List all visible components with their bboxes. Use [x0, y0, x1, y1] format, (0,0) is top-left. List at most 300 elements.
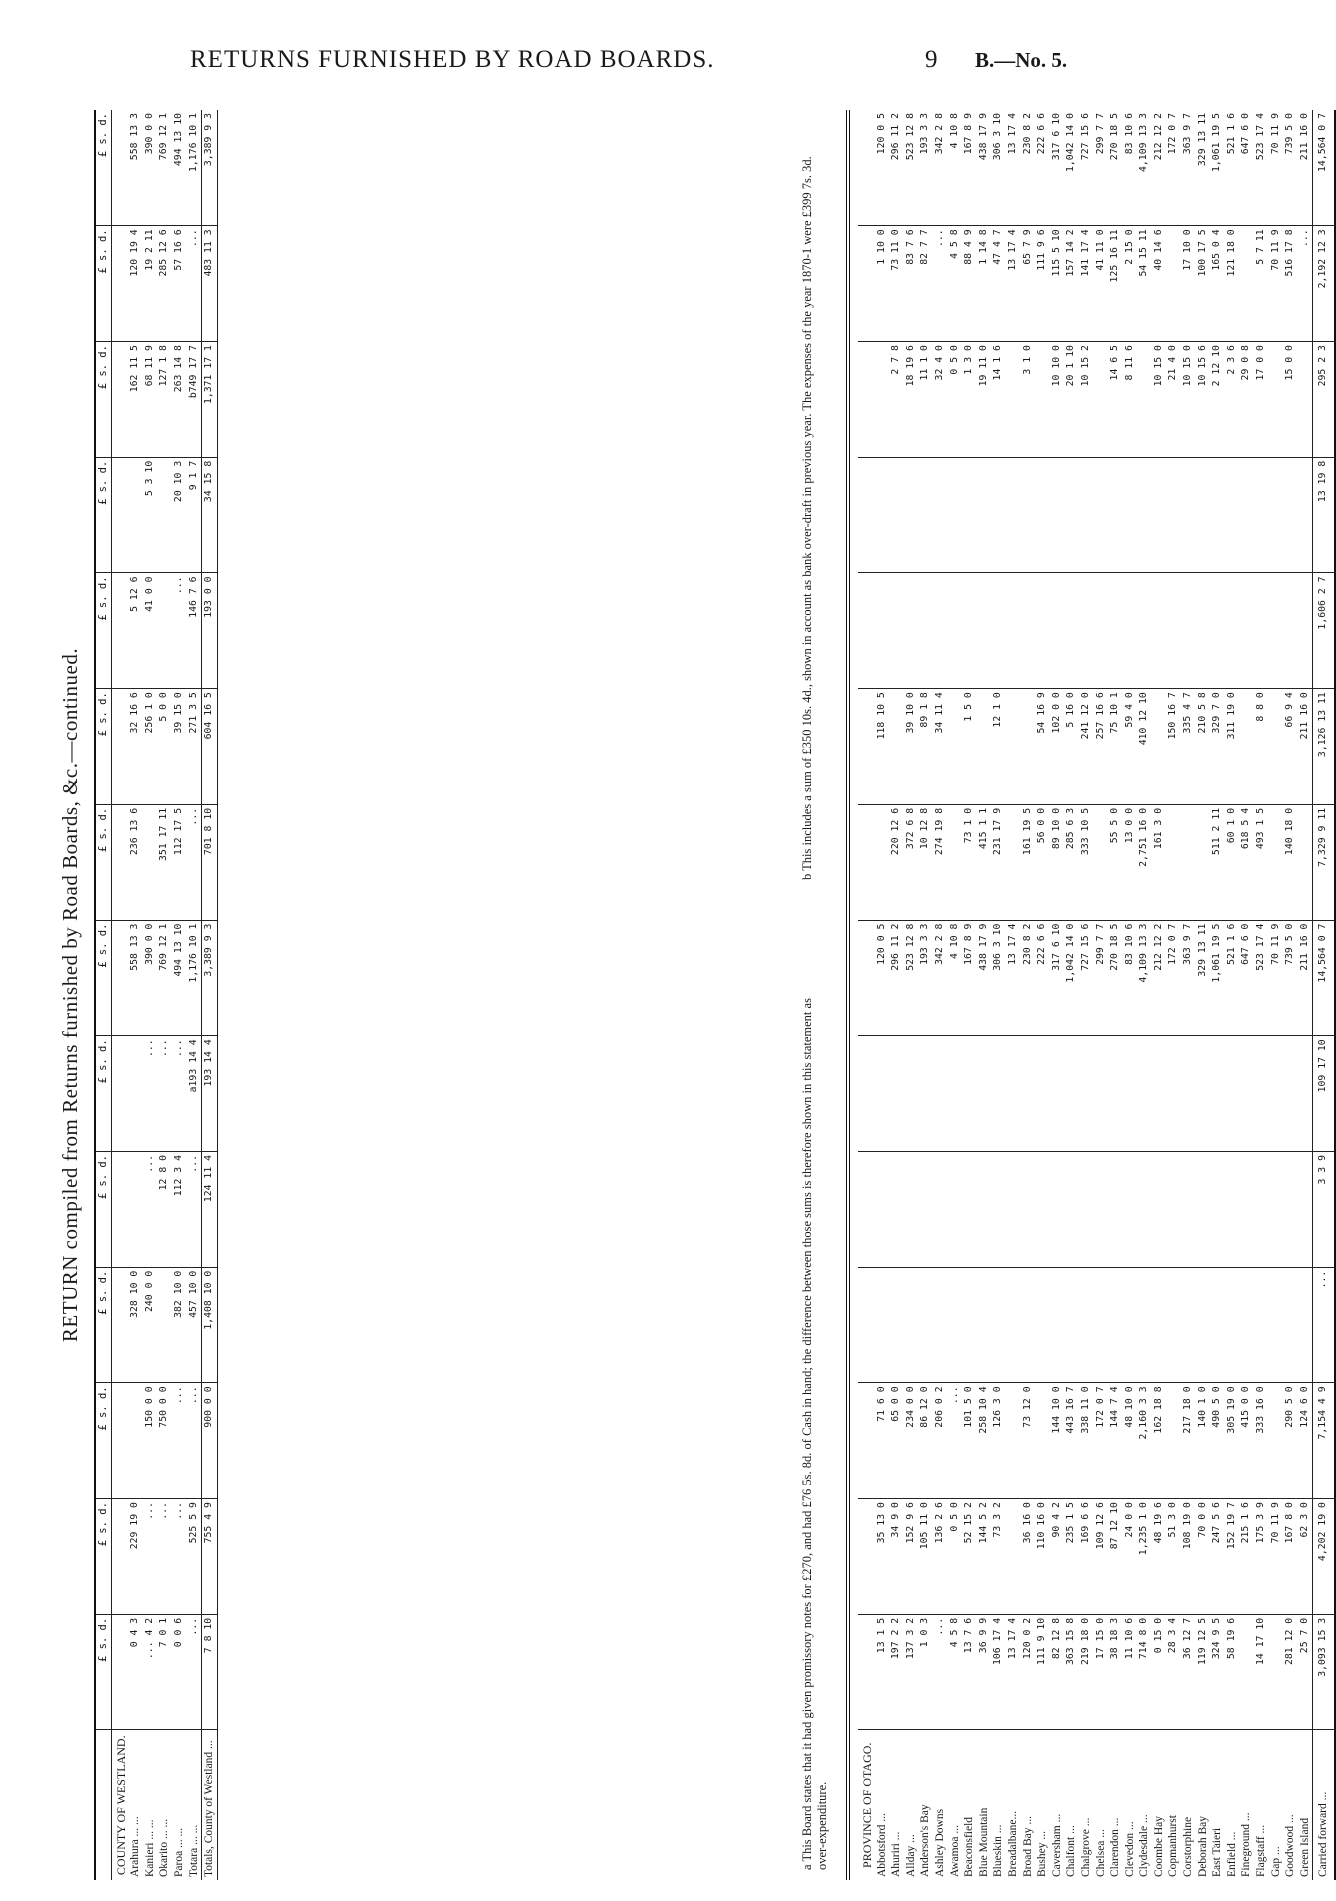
cell-c8: 55 5 0	[1108, 804, 1123, 920]
table-row	[948, 110, 963, 1880]
page-number: 9	[925, 46, 938, 73]
cell-c5	[1254, 1151, 1269, 1267]
cell-c9: 311 19 0	[1225, 689, 1240, 805]
cell-c13: 141 17 4	[1079, 226, 1094, 342]
cell-c13: 13 17 4	[1006, 226, 1021, 342]
cell-c8: 140 18 0	[1283, 804, 1298, 920]
cell-c2: 110 16 0	[1035, 1499, 1050, 1615]
cell-c7: 212 12 2	[1152, 920, 1167, 1036]
row-label: Breadalbane...	[1006, 1810, 1019, 1877]
row-label: Bushey ...	[1036, 1831, 1049, 1877]
empty-cell	[858, 1499, 875, 1615]
cell-c14: 438 17 9	[977, 110, 992, 226]
cell-c12: 18 19 6	[904, 342, 919, 458]
cell-c7: 306 3 10	[991, 920, 1006, 1036]
row-label: Goodwood ...	[1284, 1814, 1297, 1877]
cell-c2: 235 1 5	[1064, 1499, 1079, 1615]
cell-c7: 558 13 3	[128, 920, 143, 1036]
cell-c1: 36 12 7	[1181, 1614, 1196, 1730]
cell-c14: 521 1 6	[1225, 110, 1240, 226]
currency-header: £ s. d.	[95, 1614, 111, 1730]
cell-c3: 86 12 0	[918, 1383, 933, 1499]
empty-cell	[858, 110, 875, 226]
cell-c5	[1123, 1151, 1138, 1267]
cell-c1: 0 15 0	[1152, 1614, 1167, 1730]
cell-c11	[157, 457, 172, 573]
cell-c8: 511 2 11	[1210, 804, 1225, 920]
cell-c14: 523 17 4	[1254, 110, 1269, 226]
cell-c1: 13 17 4	[1006, 1614, 1021, 1730]
cell-c12	[1137, 342, 1152, 458]
currency-header: £ s. d.	[95, 1499, 111, 1615]
cell-c13: 83 7 6	[904, 226, 919, 342]
cell-c8: ...	[187, 804, 202, 920]
cell-c14: 70 11 9	[1269, 110, 1284, 226]
cell-c6: ...	[143, 1036, 158, 1152]
cell-c11	[1254, 457, 1269, 573]
cell-c11	[948, 457, 963, 573]
cell-c7: 317 6 10	[1050, 920, 1065, 1036]
cell-c11	[977, 457, 992, 573]
table-row	[1152, 110, 1167, 1880]
cell-c1: ... 4 2	[143, 1614, 158, 1730]
cell-c1: ...	[933, 1614, 948, 1730]
header-blank	[95, 1730, 111, 1880]
cell-c11: 34 15 8	[202, 457, 218, 573]
cell-c6	[1254, 1036, 1269, 1152]
cell-c4: 1,408 10 0	[202, 1267, 218, 1383]
table-row	[1283, 110, 1298, 1880]
cell-c12	[1094, 342, 1109, 458]
cell-c3: 217 18 0	[1181, 1383, 1196, 1499]
cell-c12: 162 11 5	[128, 342, 143, 458]
cell-c3: 490 5 0	[1210, 1383, 1225, 1499]
cell-c7: 1,042 14 0	[1064, 920, 1079, 1036]
cell-c4	[1137, 1267, 1152, 1383]
cell-c12: 19 11 0	[977, 342, 992, 458]
cell-c9: 54 16 9	[1035, 689, 1050, 805]
cell-c2: 48 19 6	[1152, 1499, 1167, 1615]
cell-c4	[904, 1267, 919, 1383]
cell-c1: 4 5 8	[948, 1614, 963, 1730]
cell-c10	[1050, 573, 1065, 689]
cell-c5	[1079, 1151, 1094, 1267]
cell-c8: 220 12 6	[889, 804, 904, 920]
cell-c6	[991, 1036, 1006, 1152]
cell-c2: 1,235 1 0	[1137, 1499, 1152, 1615]
cell-c7: 329 13 11	[1196, 920, 1211, 1036]
empty-cell	[111, 920, 128, 1036]
cell-c3: ...	[948, 1383, 963, 1499]
currency-header: £ s. d.	[95, 1267, 111, 1383]
westland-section	[95, 110, 217, 1880]
cell-c14: 4 10 8	[948, 110, 963, 226]
cell-c10	[1079, 573, 1094, 689]
cell-c13: 1 10 0	[875, 226, 890, 342]
cell-c12: 2 3 6	[1225, 342, 1240, 458]
row-label: Caversham ...	[1050, 1813, 1063, 1877]
table-row	[1239, 110, 1254, 1880]
cell-c14: 270 18 5	[1108, 110, 1123, 226]
cell-c14: 299 7 7	[1094, 110, 1109, 226]
cell-c2: 35 13 0	[875, 1499, 890, 1615]
cell-c2: 525 5 9	[187, 1499, 202, 1615]
cell-c7: 211 16 0	[1298, 920, 1313, 1036]
cell-c11	[1137, 457, 1152, 573]
cell-c4	[977, 1267, 992, 1383]
cell-c3: 65 0 0	[889, 1383, 904, 1499]
cell-c7: 342 2 8	[933, 920, 948, 1036]
cell-c12: 32 4 0	[933, 342, 948, 458]
cell-c9	[1269, 689, 1284, 805]
cell-c8: 10 12 8	[918, 804, 933, 920]
cell-c9: 66 9 4	[1283, 689, 1298, 805]
row-label: Beaconsfield	[963, 1816, 976, 1877]
cell-c9: 75 10 1	[1108, 689, 1123, 805]
cell-c8	[143, 804, 158, 920]
cell-c12: 0 5 0	[948, 342, 963, 458]
cell-c11: 5 3 10	[143, 457, 158, 573]
cell-c5: ...	[143, 1151, 158, 1267]
cell-c3: 333 16 0	[1254, 1383, 1269, 1499]
cell-c3: 172 0 7	[1094, 1383, 1109, 1499]
cell-c4: ...	[1313, 1267, 1335, 1383]
row-label: Totals, County of Westland ...	[202, 1730, 218, 1880]
cell-c12	[1006, 342, 1021, 458]
table-row	[157, 110, 172, 1880]
cell-c4	[1225, 1267, 1240, 1383]
cell-c14: 342 2 8	[933, 110, 948, 226]
cell-c3: 234 0 0	[904, 1383, 919, 1499]
cell-c7: 363 9 7	[1181, 920, 1196, 1036]
cell-c13: 121 18 0	[1225, 226, 1240, 342]
cell-c13: 57 16 6	[172, 226, 187, 342]
cell-c4	[991, 1267, 1006, 1383]
cell-c3	[1006, 1383, 1021, 1499]
table-row	[1079, 110, 1094, 1880]
cell-c11	[918, 457, 933, 573]
cell-c8	[1196, 804, 1211, 920]
cell-c10	[1108, 573, 1123, 689]
cell-c1	[1269, 1614, 1284, 1730]
table-row	[1123, 110, 1138, 1880]
cell-c13: 516 17 8	[1283, 226, 1298, 342]
empty-cell	[858, 573, 875, 689]
cell-c2: ...	[172, 1499, 187, 1615]
cell-c3: 443 16 7	[1064, 1383, 1079, 1499]
cell-c9: 12 1 0	[991, 689, 1006, 805]
row-label: Ahuriri ...	[890, 1831, 903, 1877]
cell-c2: 24 0 0	[1123, 1499, 1138, 1615]
cell-c6	[904, 1036, 919, 1152]
section-heading-row	[858, 110, 875, 1880]
cell-c5	[991, 1151, 1006, 1267]
cell-c2: 167 8 0	[1283, 1499, 1298, 1615]
cell-c11	[1108, 457, 1123, 573]
table-row	[904, 110, 919, 1880]
cell-c7: 727 15 6	[1079, 920, 1094, 1036]
cell-c10	[1269, 573, 1284, 689]
cell-c4: 240 0 0	[143, 1267, 158, 1383]
table-row	[1094, 110, 1109, 1880]
cell-c9	[1152, 689, 1167, 805]
cell-c2: 36 16 0	[1021, 1499, 1036, 1615]
cell-c4	[918, 1267, 933, 1383]
cell-c1: 3,093 15 3	[1313, 1614, 1335, 1730]
cell-c4	[1021, 1267, 1036, 1383]
cell-c14: 390 0 0	[143, 110, 158, 226]
cell-c12: 10 15 0	[1152, 342, 1167, 458]
cell-c13: 285 12 6	[157, 226, 172, 342]
cell-c13: 115 5 10	[1050, 226, 1065, 342]
returns-table	[94, 110, 218, 1880]
cell-c5	[1035, 1151, 1050, 1267]
cell-c6	[889, 1036, 904, 1152]
currency-header: £ s. d.	[95, 342, 111, 458]
row-label: Clydesdale ...	[1138, 1814, 1151, 1877]
table-row	[1225, 110, 1240, 1880]
cell-c2: 34 9 0	[889, 1499, 904, 1615]
cell-c10	[1254, 573, 1269, 689]
cell-c5	[1239, 1151, 1254, 1267]
cell-c10	[1064, 573, 1079, 689]
table-row	[977, 110, 992, 1880]
cell-c7: 14,564 0 7	[1313, 920, 1335, 1036]
cell-c11	[1050, 457, 1065, 573]
currency-header: £ s. d.	[95, 110, 111, 226]
cell-c8	[948, 804, 963, 920]
section-heading-row	[111, 110, 128, 1880]
cell-c13: 2 15 0	[1123, 226, 1138, 342]
cell-c1: 17 15 0	[1094, 1614, 1109, 1730]
cell-c4	[1181, 1267, 1196, 1383]
cell-c4	[1050, 1267, 1065, 1383]
table-row	[1254, 110, 1269, 1880]
cell-c12	[1269, 342, 1284, 458]
cell-c1: 82 12 8	[1050, 1614, 1065, 1730]
cell-c5	[904, 1151, 919, 1267]
cell-c12: 20 1 10	[1064, 342, 1079, 458]
row-label: Clarendon ...	[1109, 1817, 1122, 1877]
empty-cell	[858, 804, 875, 920]
empty-cell	[858, 689, 875, 805]
cell-c6	[1064, 1036, 1079, 1152]
cell-c10	[875, 573, 890, 689]
cell-c8: 112 17 5	[172, 804, 187, 920]
cell-c5	[1050, 1151, 1065, 1267]
cell-c14: 230 8 2	[1021, 110, 1036, 226]
cell-c6	[1137, 1036, 1152, 1152]
cell-c7: 120 0 5	[875, 920, 890, 1036]
cell-c7: 523 17 4	[1254, 920, 1269, 1036]
cell-c3	[1035, 1383, 1050, 1499]
cell-c7: 494 13 10	[172, 920, 187, 1036]
currency-header-row	[95, 110, 111, 1880]
cell-c12: 10 15 0	[1181, 342, 1196, 458]
currency-header: £ s. d.	[95, 1036, 111, 1152]
cell-c9: 32 16 6	[128, 689, 143, 805]
cell-c6	[1269, 1036, 1284, 1152]
cell-c1: 137 3 2	[904, 1614, 919, 1730]
cell-c6	[1225, 1036, 1240, 1152]
cell-c6: a193 14 4	[187, 1036, 202, 1152]
cell-c3: 71 6 0	[875, 1383, 890, 1499]
cell-c5	[1152, 1151, 1167, 1267]
cell-c14: 211 16 0	[1298, 110, 1313, 226]
cell-c4	[948, 1267, 963, 1383]
table-row	[918, 110, 933, 1880]
cell-c8: 161 3 0	[1152, 804, 1167, 920]
row-label: Arahura ... ...	[129, 1816, 142, 1877]
cell-c8	[875, 804, 890, 920]
cell-c9: 5 16 0	[1064, 689, 1079, 805]
cell-c4	[889, 1267, 904, 1383]
cell-c11	[1283, 457, 1298, 573]
cell-c7: 230 8 2	[1021, 920, 1036, 1036]
empty-cell	[111, 1036, 128, 1152]
cell-c3	[128, 1383, 143, 1499]
cell-c11	[1035, 457, 1050, 573]
cell-c4	[1239, 1267, 1254, 1383]
cell-c13: ...	[1298, 226, 1313, 342]
cell-c11	[1021, 457, 1036, 573]
cell-c13: 41 11 0	[1094, 226, 1109, 342]
currency-header: £ s. d.	[95, 1151, 111, 1267]
cell-c10	[1021, 573, 1036, 689]
cell-c1: 58 19 6	[1225, 1614, 1240, 1730]
cell-c12: 2 12 10	[1210, 342, 1225, 458]
cell-c10	[1094, 573, 1109, 689]
cell-c3: 7,154 4 9	[1313, 1383, 1335, 1499]
cell-c12: 10 15 6	[1196, 342, 1211, 458]
cell-c13: 157 14 2	[1064, 226, 1079, 342]
section-heading: PROVINCE OF OTAGO.	[860, 1742, 874, 1868]
cell-c14: 296 11 2	[889, 110, 904, 226]
currency-header: £ s. d.	[95, 457, 111, 573]
cell-c4: 328 10 0	[128, 1267, 143, 1383]
cell-c1: 1 0 3	[918, 1614, 933, 1730]
cell-c10	[962, 573, 977, 689]
table-row	[1269, 110, 1284, 1880]
cell-c13: 111 9 6	[1035, 226, 1050, 342]
cell-c5	[933, 1151, 948, 1267]
row-label: Abbotsford ...	[875, 1813, 888, 1877]
cell-c8	[1006, 804, 1021, 920]
cell-c11	[1210, 457, 1225, 573]
cell-c9: 257 16 6	[1094, 689, 1109, 805]
cell-c5	[962, 1151, 977, 1267]
cell-c7: 270 18 5	[1108, 920, 1123, 1036]
cell-c9: 210 5 8	[1196, 689, 1211, 805]
cell-c9: 410 12 10	[1137, 689, 1152, 805]
page-header	[0, 46, 1114, 86]
cell-c10	[1298, 573, 1313, 689]
cell-c3: 150 0 0	[143, 1383, 158, 1499]
cell-c9	[1006, 689, 1021, 805]
cell-c5	[1298, 1151, 1313, 1267]
cell-c7: 3,389 9 3	[202, 920, 218, 1036]
cell-c3: 258 10 4	[977, 1383, 992, 1499]
row-label: Paroa ... ...	[172, 1827, 185, 1877]
cell-c3: 415 0 0	[1239, 1383, 1254, 1499]
table-row	[1181, 110, 1196, 1880]
cell-c1: 36 9 9	[977, 1614, 992, 1730]
cell-c2: 169 6 6	[1079, 1499, 1094, 1615]
cell-c12	[875, 342, 890, 458]
cell-c1: 38 18 3	[1108, 1614, 1123, 1730]
otago-table	[858, 110, 1336, 1880]
cell-c1: 13 7 6	[962, 1614, 977, 1730]
cell-c2: 52 15 2	[962, 1499, 977, 1615]
table-row	[128, 110, 143, 1880]
cell-c8: 161 19 5	[1021, 804, 1036, 920]
cell-c6	[933, 1036, 948, 1152]
cell-c4	[1006, 1267, 1021, 1383]
cell-c3	[1166, 1383, 1181, 1499]
empty-cell	[111, 226, 128, 342]
section-heading: COUNTY OF WESTLAND.	[113, 1735, 128, 1876]
cell-c13: 483 11 3	[202, 226, 218, 342]
table-row	[187, 110, 202, 1880]
carried-forward-row	[1313, 110, 1335, 1880]
cell-c4	[1123, 1267, 1138, 1383]
cell-c6	[1050, 1036, 1065, 1152]
cell-c14: 167 8 9	[962, 110, 977, 226]
cell-c13: 73 11 0	[889, 226, 904, 342]
cell-c1: 324 9 5	[1210, 1614, 1225, 1730]
cell-c10	[889, 573, 904, 689]
cell-c1: ...	[187, 1614, 202, 1730]
cell-c4	[1196, 1267, 1211, 1383]
table-row	[1035, 110, 1050, 1880]
table-row	[991, 110, 1006, 1880]
cell-c6	[1006, 1036, 1021, 1152]
cell-c13: 120 19 4	[128, 226, 143, 342]
cell-c10	[918, 573, 933, 689]
cell-c3: 124 6 0	[1298, 1383, 1313, 1499]
cell-c11	[1152, 457, 1167, 573]
cell-c12: 1 3 0	[962, 342, 977, 458]
cell-c10	[904, 573, 919, 689]
empty-cell	[111, 457, 128, 573]
cell-c2: 73 3 2	[991, 1499, 1006, 1615]
cell-c6	[977, 1036, 992, 1152]
row-label: Chelsea ...	[1094, 1829, 1107, 1877]
row-label: Okarito ... ...	[158, 1818, 171, 1877]
row-label: Totara ... ...	[187, 1824, 200, 1877]
cell-c11	[1196, 457, 1211, 573]
cell-c11	[1094, 457, 1109, 573]
cell-c14: 120 0 5	[875, 110, 890, 226]
cell-c2: 136 2 6	[933, 1499, 948, 1615]
cell-c3: ...	[187, 1383, 202, 1499]
cell-c7: 299 7 7	[1094, 920, 1109, 1036]
empty-cell	[111, 1499, 128, 1615]
cell-c11	[1166, 457, 1181, 573]
table-row	[1196, 110, 1211, 1880]
cell-c12: 1,371 17 1	[202, 342, 218, 458]
cell-c14: 212 12 2	[1152, 110, 1167, 226]
cell-c2: 87 12 10	[1108, 1499, 1123, 1615]
cell-c6	[875, 1036, 890, 1152]
table-row	[1210, 110, 1225, 1880]
cell-c8: 7,329 9 11	[1313, 804, 1335, 920]
cell-c5	[1137, 1151, 1152, 1267]
cell-c2: 105 11 0	[918, 1499, 933, 1615]
empty-cell	[111, 110, 128, 226]
cell-c4	[1166, 1267, 1181, 1383]
cell-c8	[1181, 804, 1196, 920]
